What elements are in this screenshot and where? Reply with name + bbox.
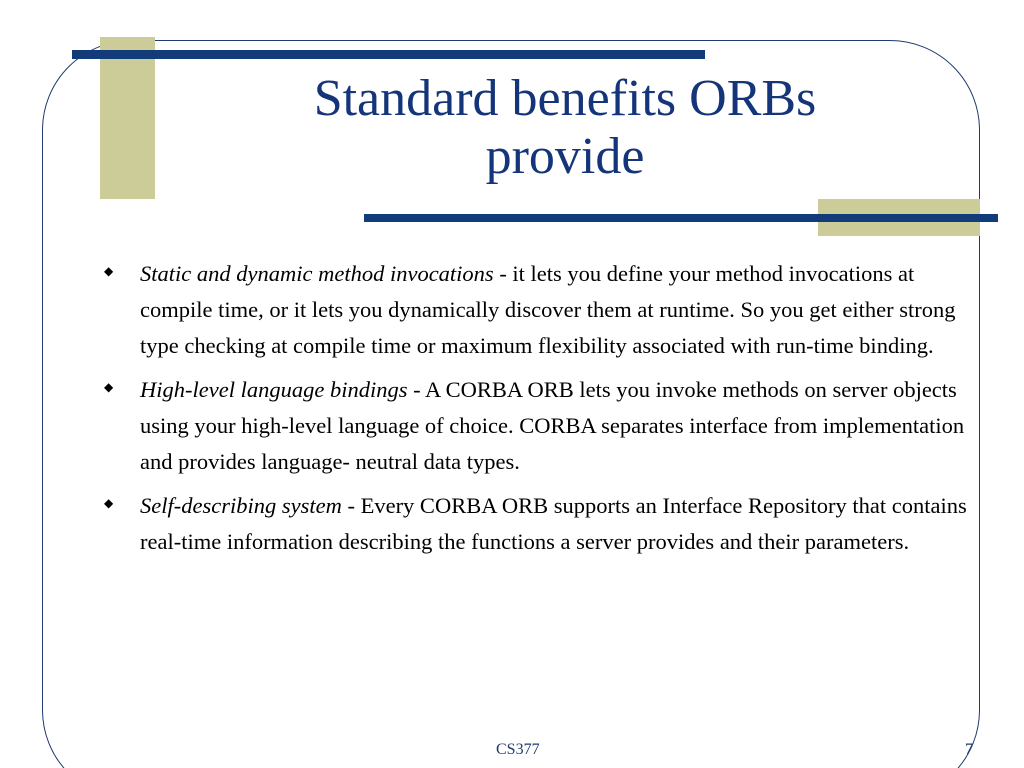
bullet-text: - Every CORBA ORB supports an Interface Repository that contains real-time information describing the functions a server provides and their parameters. [140,493,967,554]
footer-course: CS377 [496,741,540,758]
slide-title-line2: provide [485,128,645,185]
diamond-bullet-icon: ◆ [104,264,114,278]
bullet-text: - it lets you define your method invocations at compile time, or it lets you dynamically discover them at runtime. So you get either strong type checking at compile time or maximum flexibility associated with run-time binding. [140,261,956,358]
bullet-term: Static and dynamic method invocations [140,261,494,286]
slide-title [230,70,900,186]
decor-bar-top [72,50,705,59]
diamond-bullet-icon: ◆ [104,380,114,394]
slide-title-line1: Standard benefits ORBs [313,70,817,127]
bullet-item-self-describing [100,488,980,560]
bullet-item-static-dynamic [100,256,980,364]
decor-block-top-left [100,37,155,199]
bullet-term: High-level language bindings [140,377,408,402]
decor-bar-right [364,214,998,222]
bullet-list [100,256,980,568]
bullet-text: - A CORBA ORB lets you invoke methods on server objects using your high-level language of choice. CORBA separates interface from implementation and provides language- neutral data types. [140,377,965,474]
footer-page-number: 7 [965,741,973,758]
bullet-term: Self-describing system [140,493,342,518]
bullet-item-language-bindings [100,372,980,480]
diamond-bullet-icon: ◆ [104,496,114,510]
